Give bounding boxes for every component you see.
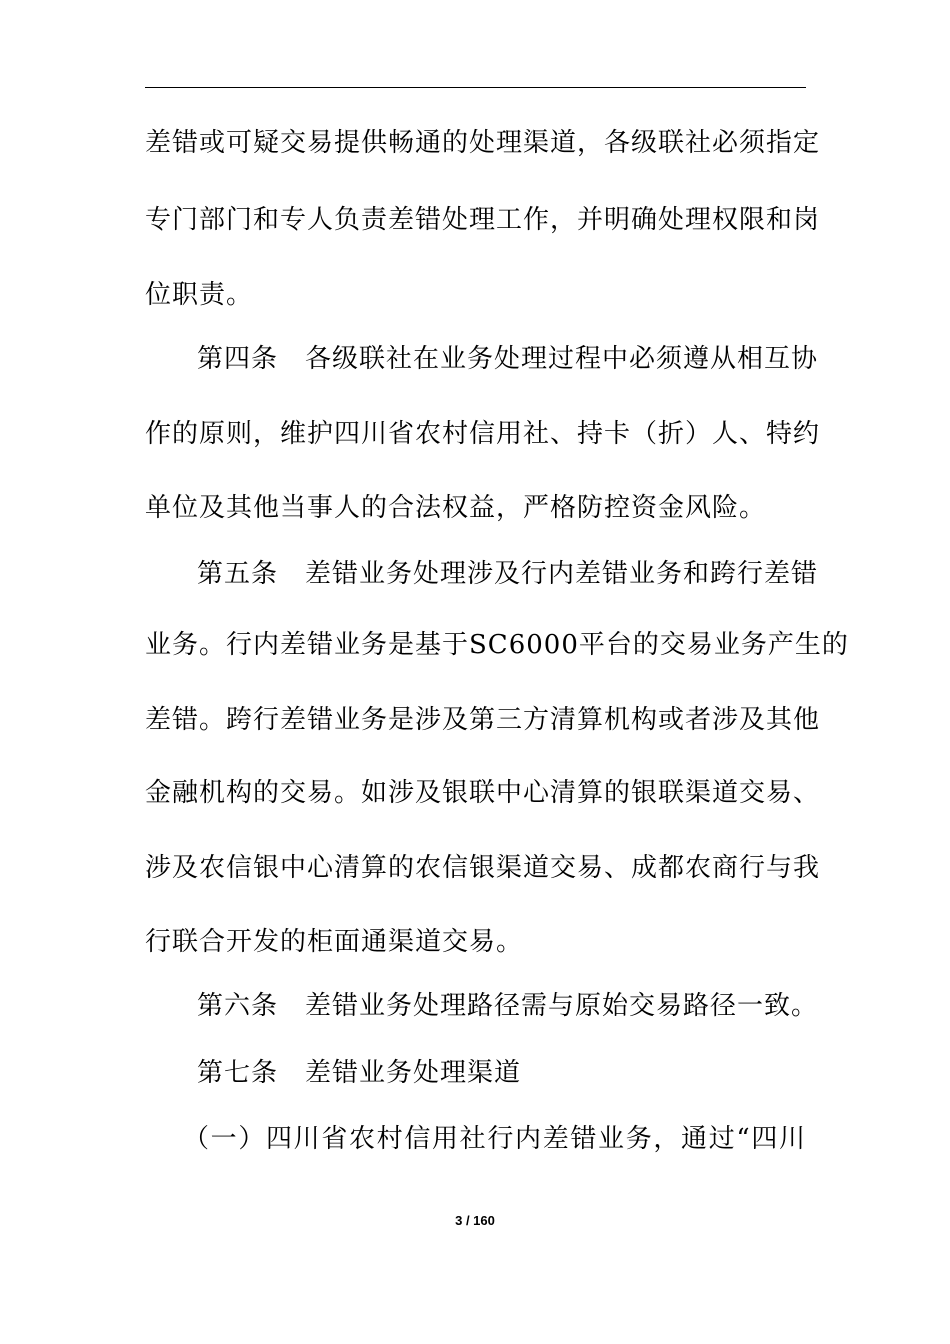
text-line: 业务。行内差错业务是基于SC6000平台的交易业务产生的: [145, 630, 849, 660]
text-line: 差错。跨行差错业务是涉及第三方清算机构或者涉及其他: [145, 705, 821, 735]
text-line: 涉及农信银中心清算的农信银渠道交易、成都农商行与我: [145, 853, 821, 883]
text-line: 作的原则，维护四川省农村信用社、持卡（折）人、特约: [145, 419, 821, 449]
text-line: 金融机构的交易。如涉及银联中心清算的银联渠道交易、: [145, 778, 821, 808]
page-number: 3 / 160: [455, 1213, 495, 1228]
article-7-item-1-line: （一）四川省农村信用社行内差错业务，通过“四川: [183, 1124, 806, 1154]
text-line: 差错或可疑交易提供畅通的处理渠道，各级联社必须指定: [145, 128, 821, 158]
text-line: 专门部门和专人负责差错处理工作，并明确处理权限和岗: [145, 205, 821, 235]
article-6-line: 第六条 差错业务处理路径需与原始交易路径一致。: [197, 991, 819, 1021]
header-rule: [145, 87, 806, 88]
article-7-line: 第七条 差错业务处理渠道: [197, 1058, 522, 1088]
text-line: 行联合开发的柜面通渠道交易。: [145, 927, 524, 957]
article-4-heading-line: 第四条 各级联社在业务处理过程中必须遵从相互协: [197, 344, 819, 374]
text-line: 单位及其他当事人的合法权益，严格防控资金风险。: [145, 493, 767, 523]
article-5-heading-line: 第五条 差错业务处理涉及行内差错业务和跨行差错: [197, 559, 819, 589]
text-line: 位职责。: [145, 280, 254, 310]
